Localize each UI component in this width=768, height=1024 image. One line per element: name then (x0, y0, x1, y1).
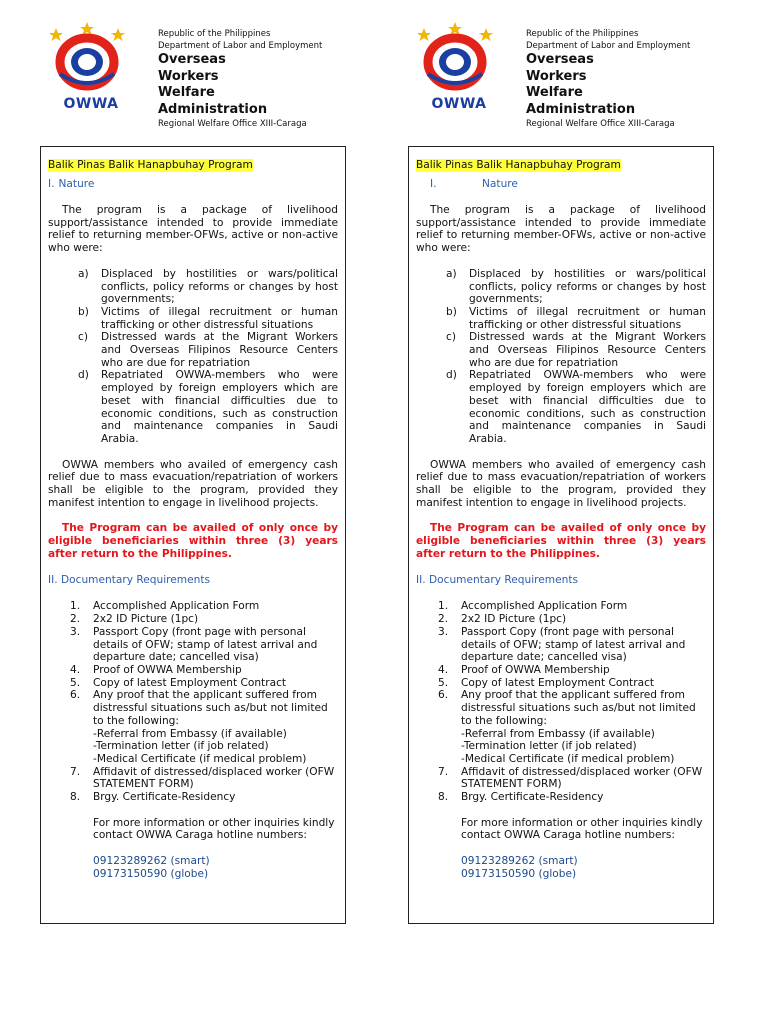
requirement-number: 7. (438, 765, 449, 778)
list-marker: c) (78, 331, 88, 344)
owwa-emblem-icon (414, 22, 496, 100)
requirement-item (70, 626, 338, 664)
eligibility-paragraph: OWWA members who availed of emergency cash relief due to mass evacuation/repatriation of workers shall be eligible to the program, provided they manifest intention to engage in livelihood projects. (416, 458, 706, 509)
list-item-text: Victims of illegal recruitment or human trafficking or other distressful situations (469, 305, 706, 331)
nature-intro: The program is a package of livelihood support/assistance intended to provide immediate relief to returning member-OFWs, active or non-active who were: (48, 204, 338, 255)
regional-office-line: Regional Welfare Office XIII-Caraga (526, 119, 675, 129)
list-marker: a) (446, 267, 457, 280)
requirement-item (438, 626, 706, 664)
nature-number: I. (430, 178, 437, 190)
requirement-item (70, 600, 338, 613)
requirement-item (70, 677, 338, 690)
requirement-number: 3. (438, 625, 449, 638)
requirement-number: 2. (438, 613, 449, 626)
requirement-item (70, 766, 338, 791)
list-item-text: Repatriated OWWA-members who were employed by foreign employers which are beset with financial difficulties due to economic conditions, such as construction and maintenance companies in Saudi Arabia. (469, 369, 706, 445)
requirement-number: 1. (438, 600, 449, 613)
list-item-text: Victims of illegal recruitment or human trafficking or other distressful situations (101, 305, 338, 331)
star-icon-right (111, 28, 125, 41)
requirement-text: Affidavit of distressed/displaced worker (OFW STATEMENT FORM) (461, 765, 703, 791)
flyer-right (368, 0, 728, 1024)
requirement-item (70, 791, 338, 804)
nature-list (446, 268, 706, 446)
list-marker: b) (446, 305, 457, 318)
hotline-smart: 09123289262 (smart) (461, 855, 578, 868)
requirement-text: Any proof that the applicant suffered from distressful situations such as/but not limited to the following: (461, 689, 696, 727)
agency-name-line-3: Welfare (526, 85, 583, 100)
list-marker: d) (78, 369, 89, 382)
requirement-item (438, 677, 706, 690)
department-line: Department of Labor and Employment (158, 41, 323, 51)
nature-number: I. (48, 178, 55, 190)
nature-heading-text: Nature (482, 178, 518, 190)
letterhead (40, 18, 360, 130)
agency-name-line-2: Workers (526, 68, 587, 84)
requirement-item (438, 791, 706, 804)
requirement-number: 8. (70, 791, 81, 804)
letterhead (408, 18, 728, 130)
agency-name-line-4: Administration (158, 101, 268, 117)
availment-notice: The Program can be availed of only once by eligible beneficiaries within three (3) years after return to the Philippines. (416, 522, 706, 561)
list-item (78, 306, 338, 331)
hotline-globe: 09173150590 (globe) (461, 867, 577, 880)
agency-name-line-2: Workers (158, 68, 219, 84)
logo-text: OWWA (431, 96, 487, 112)
list-item (78, 331, 338, 369)
agency-block (158, 28, 368, 130)
program-title: Balik Pinas Balik Hanapbuhay Program (48, 159, 253, 171)
owwa-logo (414, 22, 496, 122)
requirement-text: 2x2 ID Picture (1pc) (93, 613, 199, 626)
requirement-number: 5. (70, 676, 81, 689)
requirement-text: Copy of latest Employment Contract (93, 676, 287, 689)
hotline-smart: 09123289262 (smart) (93, 855, 210, 868)
requirement-number: 2. (70, 613, 81, 626)
requirement-text: Passport Copy (front page with personal details of OFW; stamp of latest arrival and departure date; cancelled visa) (93, 625, 318, 664)
star-icon-top (448, 22, 462, 35)
requirements-heading: II. Documentary Requirements (416, 574, 578, 587)
republic-line: Republic of the Philippines (158, 29, 271, 39)
program-title: Balik Pinas Balik Hanapbuhay Program (416, 159, 621, 171)
nature-intro: The program is a package of livelihood support/assistance intended to provide immediate relief to returning member-OFWs, active or non-active who were: (416, 204, 706, 255)
requirement-number: 7. (70, 765, 81, 778)
list-item (446, 331, 706, 369)
eligibility-paragraph: OWWA members who availed of emergency cash relief due to mass evacuation/repatriation of workers shall be eligible to the program, provided they manifest intention to engage in livelihood projects. (48, 458, 338, 509)
requirement-text: Copy of latest Employment Contract (461, 676, 655, 689)
requirement-number: 3. (70, 625, 81, 638)
requirement-text: Proof of OWWA Membership (93, 663, 242, 676)
requirements-list (438, 600, 706, 803)
list-item (446, 369, 706, 445)
star-icon-left (49, 28, 63, 41)
agency-name-line-1: Overseas (526, 52, 594, 67)
requirement-subitem: -Medical Certificate (if medical problem) (461, 752, 675, 765)
requirement-text: 2x2 ID Picture (1pc) (461, 613, 567, 626)
requirement-text: Any proof that the applicant suffered from distressful situations such as/but not limited to the following: (93, 689, 328, 727)
requirement-subitem: -Medical Certificate (if medical problem) (93, 752, 307, 765)
requirement-number: 1. (70, 600, 81, 613)
list-item (78, 268, 338, 306)
requirement-number: 4. (70, 663, 81, 676)
program-box (40, 146, 346, 924)
list-item (446, 306, 706, 331)
requirement-item (438, 664, 706, 677)
logo-text: OWWA (63, 96, 119, 112)
requirement-text: Accomplished Application Form (461, 600, 628, 613)
requirement-subitem: -Referral from Embassy (if available) (461, 727, 655, 740)
list-item-text: Displaced by hostilities or wars/political conflicts, policy reforms or changes by host governments; (101, 267, 338, 306)
agency-name-line-1: Overseas (158, 52, 226, 67)
list-item-text: Displaced by hostilities or wars/political conflicts, policy reforms or changes by host governments; (469, 267, 706, 306)
nature-heading (416, 178, 706, 191)
requirement-subitem: -Termination letter (if job related) (93, 740, 269, 753)
star-icon-top (80, 22, 94, 35)
list-item-text: Repatriated OWWA-members who were employed by foreign employers which are beset with financial difficulties due to economic conditions, such as construction and maintenance companies in Saudi Arabia. (101, 369, 338, 445)
owwa-emblem-icon (46, 22, 128, 100)
requirement-number: 6. (70, 689, 81, 702)
contact-text: For more information or other inquiries kindly contact OWWA Caraga hotline numbers: (93, 816, 335, 842)
requirement-item (438, 766, 706, 791)
requirement-text: Accomplished Application Form (93, 600, 260, 613)
requirement-item (438, 613, 706, 626)
requirement-number: 6. (438, 689, 449, 702)
program-box (408, 146, 714, 924)
agency-block (526, 28, 736, 130)
requirement-subitem: -Referral from Embassy (if available) (93, 727, 287, 740)
requirement-item (70, 664, 338, 677)
requirement-text: Proof of OWWA Membership (461, 663, 610, 676)
agency-name-line-4: Administration (526, 101, 636, 117)
agency-name-line-3: Welfare (158, 85, 215, 100)
list-item-text: Distressed wards at the Migrant Workers and Overseas Filipinos Resource Centers who are due for repatriation (469, 331, 706, 369)
republic-line: Republic of the Philippines (526, 29, 639, 39)
list-marker: c) (446, 331, 456, 344)
list-item-text: Distressed wards at the Migrant Workers and Overseas Filipinos Resource Centers who are due for repatriation (101, 331, 338, 369)
requirement-item (70, 689, 338, 765)
requirement-text: Brgy. Certificate-Residency (93, 791, 236, 804)
list-marker: a) (78, 267, 89, 280)
star-icon-right (479, 28, 493, 41)
requirement-number: 8. (438, 791, 449, 804)
requirement-item (438, 600, 706, 613)
nature-list (78, 268, 338, 446)
regional-office-line: Regional Welfare Office XIII-Caraga (158, 119, 307, 129)
requirements-heading: II. Documentary Requirements (48, 574, 210, 587)
nature-heading-text: Nature (58, 178, 95, 190)
list-marker: d) (446, 369, 457, 382)
requirements-list (70, 600, 338, 803)
list-item (78, 369, 338, 445)
availment-notice: The Program can be availed of only once by eligible beneficiaries within three (3) years after return to the Philippines. (48, 522, 338, 561)
flyer-left (0, 0, 360, 1024)
star-icon-left (417, 28, 431, 41)
requirement-text: Passport Copy (front page with personal details of OFW; stamp of latest arrival and departure date; cancelled visa) (461, 625, 686, 664)
requirement-subitem: -Termination letter (if job related) (461, 740, 637, 753)
requirement-text: Brgy. Certificate-Residency (461, 791, 604, 804)
list-marker: b) (78, 305, 89, 318)
contact-text: For more information or other inquiries kindly contact OWWA Caraga hotline numbers: (461, 816, 703, 842)
requirement-item (438, 689, 706, 765)
requirement-number: 4. (438, 663, 449, 676)
nature-heading (48, 178, 338, 191)
requirement-text: Affidavit of distressed/displaced worker (OFW STATEMENT FORM) (93, 765, 335, 791)
department-line: Department of Labor and Employment (526, 41, 691, 51)
hotline-globe: 09173150590 (globe) (93, 867, 209, 880)
owwa-logo (46, 22, 128, 122)
list-item (446, 268, 706, 306)
requirement-item (70, 613, 338, 626)
requirement-number: 5. (438, 676, 449, 689)
